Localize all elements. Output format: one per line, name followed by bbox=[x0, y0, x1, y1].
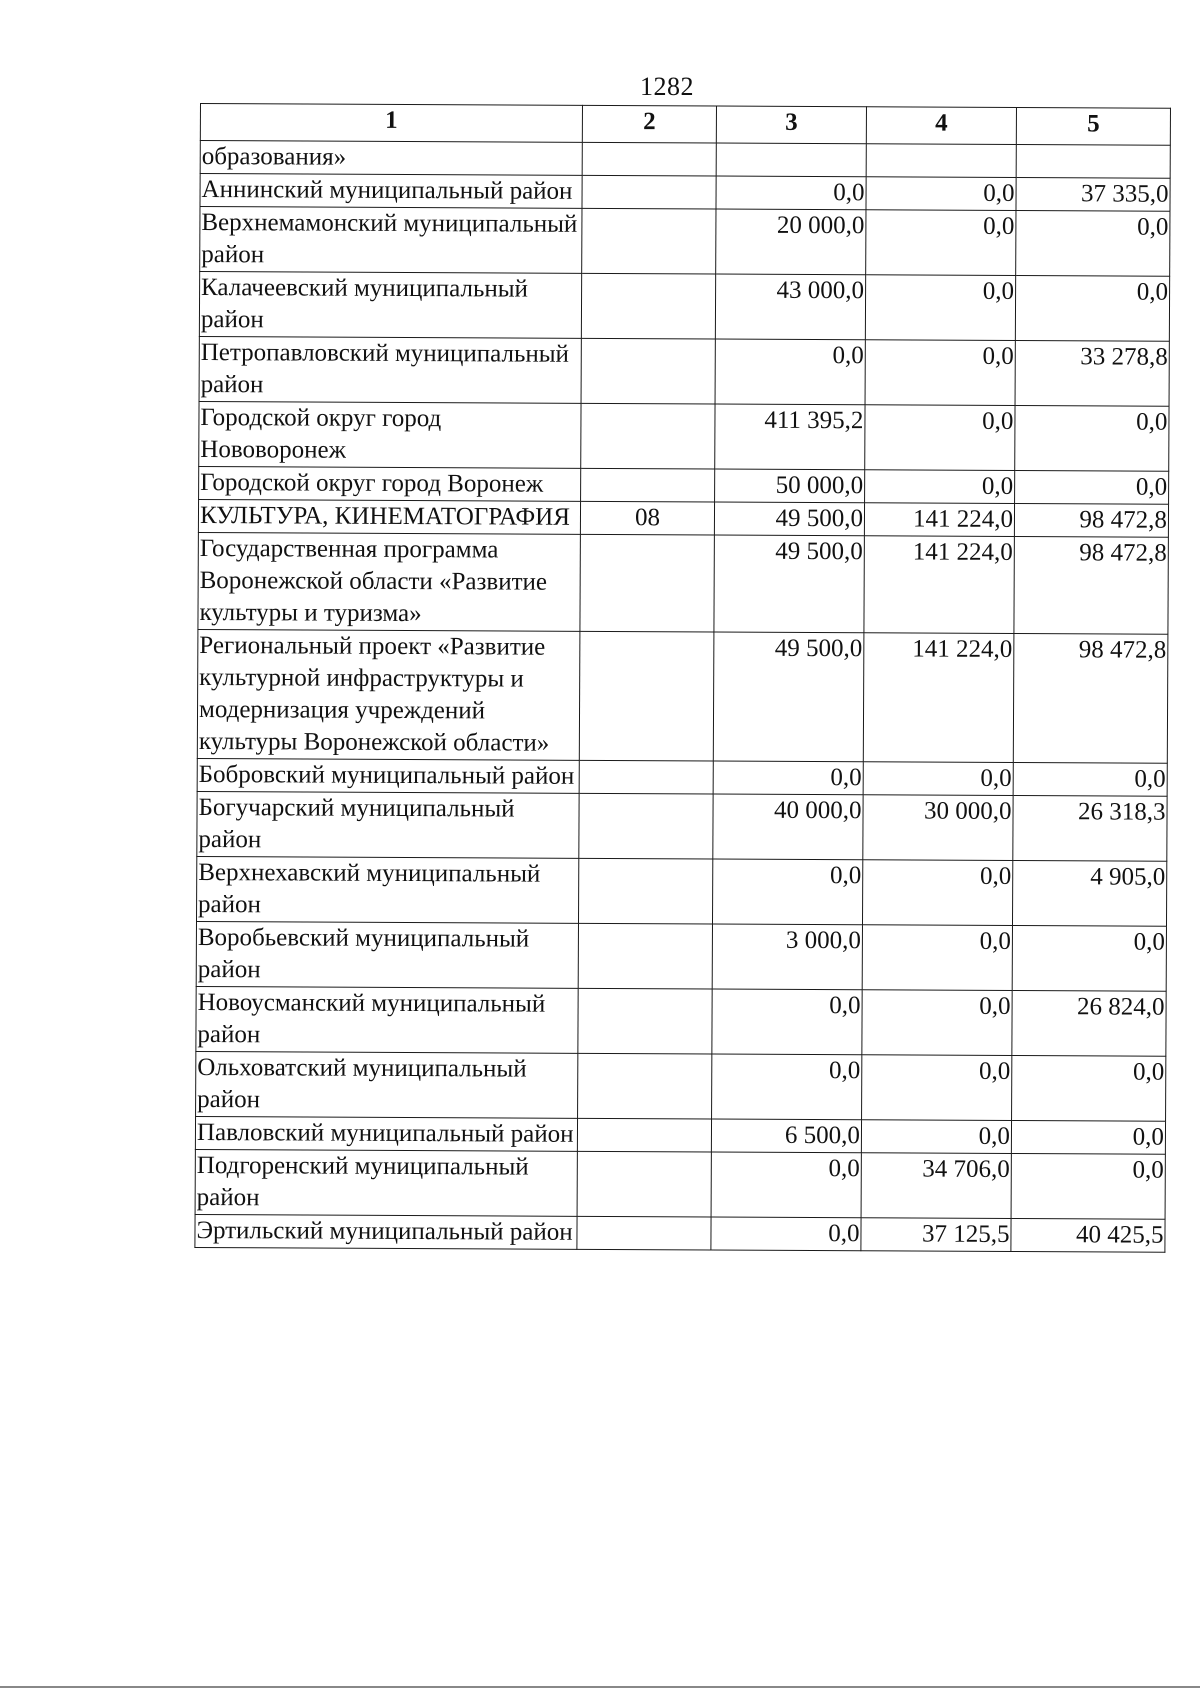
row-value-col4 bbox=[863, 795, 1013, 861]
row-name-cell bbox=[195, 1116, 577, 1151]
row-name-cell-text: Городской округ город Воронеж bbox=[200, 469, 544, 498]
row-name-cell-text: Новоусманский муниципальный район bbox=[197, 988, 546, 1049]
row-value-col5-text: 0,0 bbox=[1134, 765, 1166, 793]
row-value-col5 bbox=[1011, 1153, 1165, 1219]
row-code-cell bbox=[577, 1216, 711, 1250]
table-row bbox=[200, 141, 1170, 179]
table-row bbox=[198, 499, 1168, 537]
row-value-col3-text: 50 000,0 bbox=[775, 471, 864, 500]
row-value-col5-text bbox=[1019, 145, 1169, 146]
row-value-col3-text: 0,0 bbox=[828, 1155, 860, 1183]
row-value-col4-text: 37 125,5 bbox=[921, 1220, 1010, 1248]
row-value-col4 bbox=[861, 1120, 1011, 1154]
row-value-col3-text: 0,0 bbox=[833, 179, 865, 207]
row-name-cell bbox=[199, 466, 581, 501]
column-header-1: 1 bbox=[200, 104, 582, 143]
row-value-col4 bbox=[863, 633, 1014, 763]
table-row bbox=[195, 1149, 1165, 1219]
row-name-cell bbox=[197, 629, 580, 760]
row-value-col3-text: 40 000,0 bbox=[773, 796, 862, 825]
table-body bbox=[195, 141, 1170, 1253]
table-row bbox=[197, 791, 1167, 861]
row-value-col5 bbox=[1016, 210, 1170, 276]
row-code-cell-text bbox=[581, 989, 710, 990]
row-value-col5 bbox=[1011, 1120, 1165, 1154]
row-value-col4-text: 0,0 bbox=[979, 862, 1012, 890]
row-value-col4-text: 141 224,0 bbox=[912, 505, 1014, 533]
row-code-cell bbox=[581, 338, 715, 404]
row-value-col4 bbox=[862, 1055, 1012, 1121]
row-value-col3 bbox=[714, 502, 864, 536]
table-row bbox=[195, 1214, 1165, 1252]
budget-table bbox=[194, 103, 1171, 1253]
row-name-cell bbox=[200, 141, 582, 176]
row-code-cell bbox=[581, 403, 715, 469]
table-row bbox=[200, 174, 1170, 212]
row-value-col3-text: 43 000,0 bbox=[776, 276, 865, 305]
row-value-col3 bbox=[712, 1054, 862, 1120]
row-value-col4-text: 0,0 bbox=[983, 212, 1015, 240]
row-value-col3 bbox=[715, 274, 865, 340]
row-code-cell-text bbox=[582, 794, 711, 795]
row-code-cell bbox=[579, 793, 713, 859]
row-name-cell bbox=[200, 174, 582, 209]
row-value-col4 bbox=[861, 1153, 1011, 1219]
row-value-col5 bbox=[1014, 503, 1168, 537]
row-value-col5-text: 37 335,0 bbox=[1081, 180, 1169, 208]
table-row bbox=[196, 921, 1166, 991]
row-value-col4 bbox=[866, 144, 1016, 178]
row-code-cell-text bbox=[585, 176, 714, 177]
row-value-col4 bbox=[862, 925, 1012, 991]
row-value-col3 bbox=[713, 632, 864, 762]
row-value-col5-text: 98 472,8 bbox=[1079, 506, 1168, 534]
table-row bbox=[200, 207, 1170, 277]
row-code-cell bbox=[579, 631, 714, 761]
row-name-cell-text: Городской округ город Нововоронеж bbox=[200, 404, 442, 464]
row-value-col5-text: 33 278,8 bbox=[1080, 343, 1168, 371]
row-value-col3-text: 0,0 bbox=[829, 992, 861, 1020]
row-code-cell bbox=[580, 501, 714, 535]
row-value-col5 bbox=[1014, 536, 1168, 634]
row-name-cell-text: Верхнехавский муниципальный район bbox=[198, 859, 541, 919]
page-number: 1282 bbox=[640, 72, 694, 101]
row-value-col4-text: 0,0 bbox=[979, 927, 1011, 955]
row-value-col4 bbox=[865, 470, 1015, 504]
row-value-col4 bbox=[863, 762, 1013, 796]
row-value-col5-text: 0,0 bbox=[1133, 928, 1165, 956]
row-value-col4-text bbox=[869, 144, 1015, 145]
row-value-col3 bbox=[711, 1152, 861, 1218]
row-code-cell-text bbox=[584, 209, 713, 210]
row-value-col5-text: 98 472,8 bbox=[1079, 539, 1167, 567]
row-value-col3-text: 6 500,0 bbox=[784, 1121, 861, 1150]
row-name-cell bbox=[195, 1214, 577, 1249]
row-value-col3 bbox=[715, 339, 865, 405]
row-value-col4 bbox=[862, 990, 1012, 1056]
row-value-col4-text: 141 224,0 bbox=[912, 538, 1013, 566]
table-row bbox=[196, 1051, 1166, 1121]
row-code-cell bbox=[579, 760, 713, 794]
row-value-col4-text: 0,0 bbox=[982, 277, 1015, 305]
row-value-col5-text: 26 824,0 bbox=[1077, 993, 1165, 1021]
table-row bbox=[199, 401, 1169, 471]
row-value-col5-text: 0,0 bbox=[1137, 213, 1169, 241]
row-code-cell-text bbox=[583, 535, 712, 536]
row-value-col5 bbox=[1012, 925, 1166, 991]
row-code-cell-text: 08 bbox=[634, 504, 661, 532]
table-row bbox=[199, 336, 1169, 406]
row-value-col3 bbox=[716, 209, 866, 275]
row-name-cell-text: Богучарский муниципальный район bbox=[198, 794, 515, 854]
row-value-col3 bbox=[712, 859, 862, 925]
row-value-col3-text bbox=[719, 144, 865, 145]
table-row bbox=[198, 532, 1168, 634]
row-value-col3 bbox=[713, 794, 863, 860]
table-row bbox=[199, 466, 1169, 504]
row-value-col5 bbox=[1012, 860, 1166, 926]
row-name-cell-text: Петропавловский муниципальный район bbox=[200, 339, 570, 399]
row-value-col3-text: 411 395,2 bbox=[764, 406, 864, 435]
row-value-col4 bbox=[862, 860, 1012, 926]
row-name-cell-text: КУЛЬТУРА, КИНЕМАТОГРАФИЯ bbox=[199, 502, 571, 531]
row-name-cell-text: Аннинский муниципальный район bbox=[201, 176, 573, 205]
row-code-cell-text bbox=[582, 761, 711, 762]
row-value-col4 bbox=[866, 177, 1016, 211]
column-header-3: 3 bbox=[716, 106, 866, 144]
table-row bbox=[197, 856, 1167, 926]
row-value-col3 bbox=[716, 143, 866, 177]
column-header-5: 5 bbox=[1016, 107, 1170, 145]
row-value-col4-text: 0,0 bbox=[979, 992, 1011, 1020]
table-row bbox=[197, 629, 1168, 763]
row-name-cell-text: образования» bbox=[201, 143, 347, 171]
row-value-col3 bbox=[711, 1217, 861, 1251]
row-code-cell bbox=[581, 468, 715, 502]
row-name-cell bbox=[198, 532, 580, 631]
row-code-cell-text bbox=[580, 1119, 709, 1120]
row-value-col3 bbox=[715, 404, 865, 470]
row-code-cell bbox=[578, 858, 712, 924]
row-value-col4 bbox=[865, 275, 1015, 341]
row-code-cell bbox=[578, 988, 712, 1054]
row-value-col4-text: 0,0 bbox=[981, 472, 1014, 500]
row-code-cell-text bbox=[581, 924, 710, 925]
row-value-col5-text: 0,0 bbox=[1135, 473, 1168, 501]
bottom-rule bbox=[0, 1686, 1200, 1688]
row-code-cell-text bbox=[581, 859, 710, 860]
row-value-col4-text: 0,0 bbox=[982, 407, 1014, 435]
row-value-col3-text: 20 000,0 bbox=[776, 211, 865, 240]
row-value-col5-text: 98 472,8 bbox=[1078, 636, 1167, 664]
row-code-cell-text bbox=[584, 404, 713, 405]
row-value-col4-text: 0,0 bbox=[978, 1122, 1011, 1150]
row-value-col3-text: 0,0 bbox=[829, 862, 862, 890]
row-code-cell bbox=[580, 534, 714, 632]
row-code-cell bbox=[582, 142, 716, 176]
row-value-col5-text: 40 425,5 bbox=[1075, 1221, 1164, 1249]
row-value-col5 bbox=[1012, 1055, 1166, 1121]
header-row bbox=[200, 104, 1170, 146]
row-name-cell bbox=[198, 499, 580, 534]
row-value-col3 bbox=[712, 989, 862, 1055]
row-name-cell bbox=[199, 401, 581, 468]
row-value-col5-text: 0,0 bbox=[1136, 278, 1169, 306]
row-value-col5-text: 0,0 bbox=[1136, 408, 1168, 436]
row-code-cell-text bbox=[582, 632, 711, 633]
row-value-col3-text: 0,0 bbox=[832, 342, 864, 370]
row-code-cell-text bbox=[580, 1054, 709, 1055]
row-code-cell-text bbox=[584, 339, 713, 340]
row-value-col4 bbox=[861, 1218, 1011, 1252]
row-value-col5 bbox=[1013, 762, 1167, 796]
row-value-col3-text: 0,0 bbox=[828, 1220, 860, 1248]
table-row bbox=[195, 1116, 1165, 1154]
row-value-col5 bbox=[1016, 144, 1170, 178]
column-header-2: 2 bbox=[582, 105, 716, 143]
row-code-cell bbox=[577, 1151, 711, 1217]
table-row bbox=[199, 272, 1169, 342]
row-value-col3-text: 49 500,0 bbox=[774, 634, 863, 663]
row-value-col5 bbox=[1013, 633, 1168, 763]
row-name-cell bbox=[196, 1051, 578, 1118]
row-name-cell-text: Подгоренский муниципальный район bbox=[196, 1151, 529, 1212]
table-row bbox=[196, 986, 1166, 1056]
row-value-col4-text: 30 000,0 bbox=[923, 797, 1012, 825]
row-value-col5 bbox=[1015, 470, 1169, 504]
row-value-col3 bbox=[711, 1119, 861, 1153]
row-name-cell-text: Бобровский муниципальный район bbox=[198, 761, 575, 790]
row-name-cell bbox=[199, 272, 581, 339]
row-value-col5 bbox=[1016, 177, 1170, 211]
row-name-cell bbox=[196, 986, 578, 1053]
row-value-col4 bbox=[865, 340, 1015, 406]
row-value-col5 bbox=[1015, 275, 1169, 341]
row-value-col5-text: 0,0 bbox=[1132, 1156, 1164, 1184]
row-code-cell-text bbox=[584, 274, 713, 275]
row-value-col5 bbox=[1011, 1218, 1165, 1252]
row-name-cell bbox=[197, 758, 579, 793]
row-code-cell-text bbox=[583, 469, 712, 470]
row-name-cell-text: Павловский муниципальный район bbox=[196, 1118, 574, 1148]
row-value-col4-text: 0,0 bbox=[978, 1057, 1011, 1085]
row-code-cell bbox=[578, 923, 712, 989]
row-value-col4 bbox=[866, 210, 1016, 276]
row-value-col4-text: 34 706,0 bbox=[922, 1155, 1010, 1183]
row-value-col3 bbox=[712, 924, 862, 990]
row-code-cell-text bbox=[580, 1217, 709, 1218]
row-name-cell bbox=[195, 1149, 577, 1216]
row-name-cell-text: Ольховатский муниципальный район bbox=[197, 1053, 527, 1114]
row-value-col3-text: 0,0 bbox=[828, 1057, 861, 1085]
row-code-cell bbox=[581, 273, 715, 339]
row-value-col5 bbox=[1013, 795, 1167, 861]
row-code-cell-text bbox=[580, 1152, 709, 1153]
row-name-cell bbox=[197, 791, 579, 858]
row-value-col4 bbox=[864, 536, 1014, 634]
row-name-cell-text: Региональный проект «Развитие культурной инфраструктуры и модернизация учреждений культуры Воронежской области» bbox=[198, 632, 550, 757]
row-value-col3 bbox=[716, 176, 866, 210]
row-name-cell-text: Верхнемамонский муниципальный район bbox=[201, 209, 578, 269]
row-value-col5-text: 4 905,0 bbox=[1090, 863, 1166, 891]
row-code-cell bbox=[577, 1118, 711, 1152]
row-value-col5-text: 0,0 bbox=[1132, 1058, 1165, 1086]
column-header-4: 4 bbox=[866, 107, 1016, 145]
table-row bbox=[197, 758, 1167, 796]
row-value-col4-text: 0,0 bbox=[982, 342, 1014, 370]
row-name-cell-text: Государственная программа Воронежской области «Развитие культуры и туризма» bbox=[199, 535, 548, 628]
row-code-cell bbox=[582, 175, 716, 209]
row-value-col4-text: 0,0 bbox=[980, 764, 1012, 792]
row-name-cell bbox=[197, 856, 579, 923]
row-name-cell-text: Калачеевский муниципальный район bbox=[200, 274, 529, 334]
row-value-col3-text: 3 000,0 bbox=[785, 926, 861, 955]
row-name-cell-text: Воробьевский муниципальный район bbox=[197, 924, 530, 984]
row-value-col5-text: 0,0 bbox=[1132, 1123, 1165, 1151]
row-value-col5 bbox=[1012, 990, 1166, 1056]
row-value-col5-text: 26 318,3 bbox=[1077, 798, 1166, 826]
row-value-col3 bbox=[713, 761, 863, 795]
row-value-col3-text: 49 500,0 bbox=[775, 504, 864, 533]
row-value-col4 bbox=[865, 405, 1015, 471]
row-name-cell bbox=[196, 921, 578, 988]
row-value-col4 bbox=[864, 503, 1014, 537]
row-code-cell bbox=[582, 208, 716, 274]
row-code-cell bbox=[578, 1053, 712, 1119]
row-value-col3 bbox=[714, 535, 864, 633]
row-name-cell-text: Эртильский муниципальный район bbox=[196, 1216, 573, 1246]
row-name-cell bbox=[200, 207, 582, 274]
row-value-col5 bbox=[1015, 405, 1169, 471]
row-name-cell bbox=[199, 336, 581, 403]
row-value-col4-text: 141 224,0 bbox=[912, 635, 1013, 663]
row-value-col3 bbox=[715, 469, 865, 503]
row-value-col4-text: 0,0 bbox=[983, 179, 1015, 207]
row-value-col3-text: 49 500,0 bbox=[775, 537, 863, 566]
row-value-col3-text: 0,0 bbox=[830, 764, 862, 792]
row-value-col5 bbox=[1015, 340, 1169, 406]
row-code-cell-text bbox=[585, 143, 714, 144]
